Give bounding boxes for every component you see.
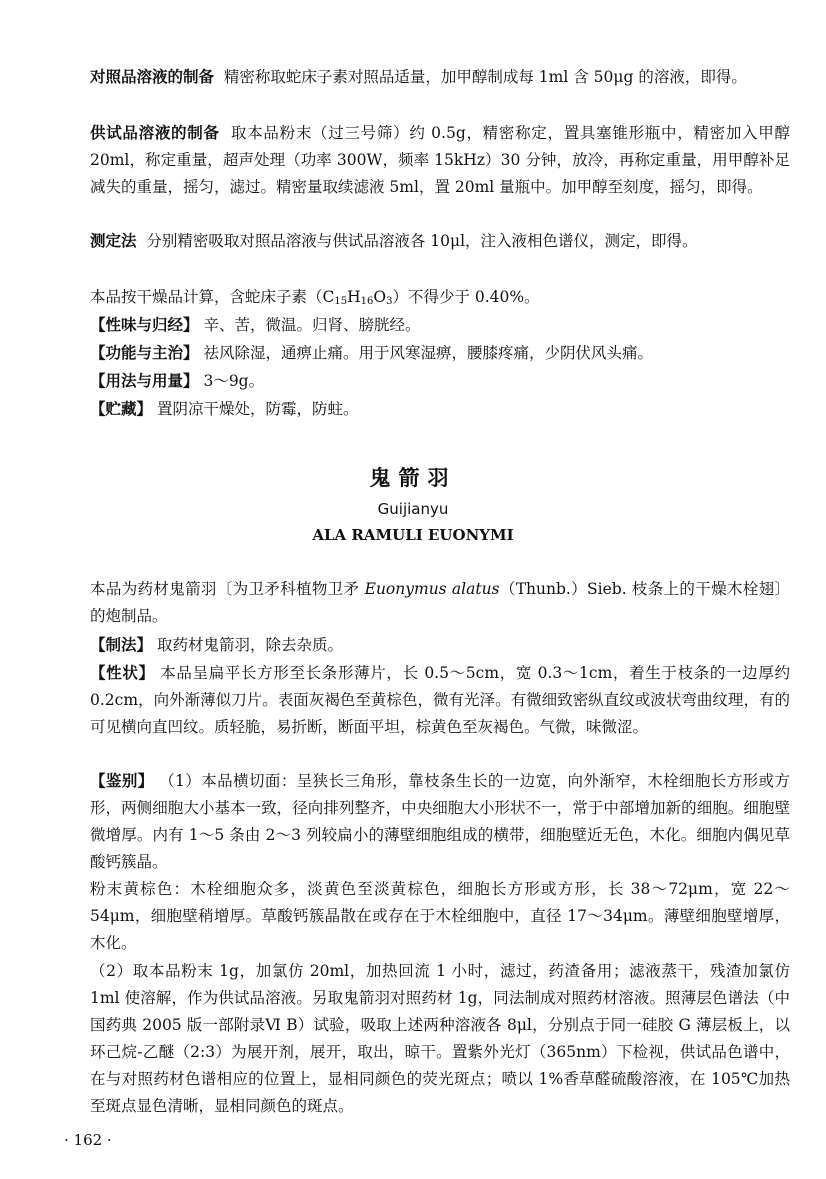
formula-sub-c: 15 [334,296,348,307]
content-limit-text-a: 本品按干燥品计算，含蛇床子素（C [90,288,335,306]
function-indication-heading: 【功能与主治】 [90,344,199,362]
dosage-text: 3～9g。 [203,372,265,390]
intro-paragraph [90,576,790,630]
assay-heading: 测定法 [90,232,137,250]
description-heading: 【性状】 [90,664,155,682]
test-solution-text: 取本品粉末（过三号筛）约 0.5g，精密称定，置具塞锥形瓶中，精密加入甲醇 20ml，称定重量，超声处理（功率 300W，频率 15kHz）30 分钟，放冷，再称定重量，用甲醇补足减失的重量，摇匀，滤过。精密量取续滤液 5ml，置 20ml 量瓶中。加甲醇至刻度，摇匀，即得。 [90,124,790,196]
content-limit-text-d: ）不得少于 0.40%。 [392,288,540,306]
formula-sub-h: 16 [360,296,374,307]
formula-sub-o: 3 [386,296,393,307]
storage-heading: 【贮藏】 [90,400,153,418]
monograph-title-chinese: 鬼箭羽 [369,466,457,490]
tlc-text: （2）取本品粉末 1g，加氯仿 20ml，加热回流 1 小时，滤过，药渣备用；滤液蒸干，残渣加氯仿 1ml 使溶解，作为供试品溶液。另取鬼箭羽对照药材 1g，同法制成对照药材溶液。照薄层色谱法（中国药典 2005 版一部附录Ⅵ B）试验，吸取上述两种溶液各 8μl，分别点于同一硅胶 G 薄层板上，以环己烷-乙醚（2:3）为展开剂，展开，取出，晾干。置紫外光灯（365nm）下检视，供试品色谱中，在与对照药材色谱相应的位置上，显相同颜色的荧光斑点；喷以 1%香草醛硫酸溶液，在 105℃加热至斑点显色清晰，显相同颜色的斑点。 [90,962,790,1115]
intro-text-a: 本品为药材鬼箭羽〔为卫矛科植物卫矛 [90,580,365,598]
reference-solution-text: 精密称取蛇床子素对照品适量，加甲醇制成每 1ml 含 50μg 的溶液，即得。 [223,68,747,86]
function-indication-text: 祛风除湿，通痹止痛。用于风寒湿痹，腰膝疼痛，少阴伏风头痛。 [203,344,653,362]
function-indication-paragraph [90,340,790,367]
formula-h: H [347,288,361,306]
test-solution-paragraph [90,120,790,201]
reference-solution-paragraph [90,64,790,91]
nature-meridian-paragraph [90,312,790,339]
page-number: · 162 · [64,1131,112,1149]
storage-text: 置阴凉干燥处，防霉，防蛀。 [156,400,359,418]
powder-paragraph [90,876,790,957]
identification-heading: 【鉴别】 [90,772,154,790]
nature-meridian-text: 辛、苦，微温。归肾、膀胱经。 [203,316,421,334]
tlc-paragraph [90,958,790,1120]
reference-solution-heading: 对照品溶液的制备 [90,68,215,86]
description-paragraph [90,660,790,741]
identification-text: （1）本品横切面：呈狭长三角形，靠枝条生长的一边宽，向外渐窄，木栓细胞长方形或方形，两侧细胞大小基本一致，径向排列整齐，中央细胞大小形状不一，常于中部增加新的细胞。细胞壁微增厚。内有 1～5 条由 2～3 列较扁小的薄壁细胞组成的横带，细胞壁近无色，木化。细胞内偶见草酸钙簇晶。 [90,772,790,871]
dosage-paragraph [90,368,790,395]
processing-text: 取药材鬼箭羽，除去杂质。 [156,636,343,654]
processing-paragraph [90,632,790,659]
test-solution-heading: 供试品溶液的制备 [90,124,220,142]
assay-text: 分别精密吸取对照品溶液与供试品溶液各 10μl，注入液相色谱仪，测定，即得。 [146,232,698,250]
powder-text: 粉末黄棕色：木栓细胞众多，淡黄色至淡黄棕色，细胞长方形或方形，长 38～72μm，宽 22～54μm，细胞壁稍增厚。草酸钙簇晶散在或存在于木栓细胞中，直径 17～34μm。薄壁细胞壁增厚，木化。 [90,880,790,952]
intro-text-b: （Thunb.）Sieb. 枝条上的干燥木栓翅〕的炮制品。 [90,580,790,625]
monograph-title-pinyin: Guijianyu [377,500,449,518]
storage-paragraph [90,396,790,423]
species-name: Euonymus alatus [364,580,500,598]
monograph-title-latin: ALA RAMULI EUONYMI [312,526,514,544]
identification-paragraph [90,768,790,876]
description-text: 本品呈扁平长方形至长条形薄片，长 0.5～5cm，宽 0.3～1cm，着生于枝条的一边厚约 0.2cm，向外渐薄似刀片。表面灰褐色至黄棕色，微有光泽。有微细致密纵直纹或波状弯曲纹理，有的可见横向直凹纹。质轻脆，易折断，断面平坦，棕黄色至灰褐色。气微，味微涩。 [90,664,790,736]
processing-heading: 【制法】 [90,636,153,654]
content-limit-paragraph [90,284,790,315]
formula-o: O [373,288,387,306]
nature-meridian-heading: 【性味与归经】 [90,316,199,334]
assay-paragraph [90,228,790,255]
dosage-heading: 【用法与用量】 [90,372,199,390]
